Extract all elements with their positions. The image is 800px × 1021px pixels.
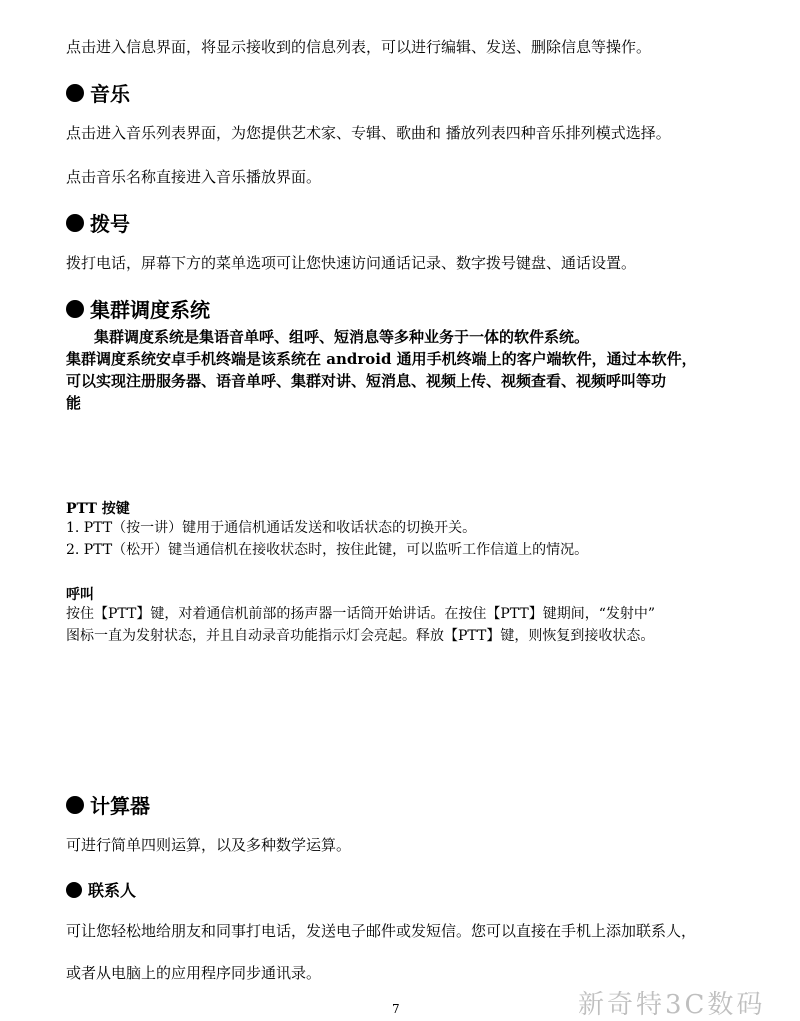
cluster-heading <box>66 294 210 323</box>
calculator-line-1: 可进行简单四则运算，以及多种数学运算。 <box>66 836 352 854</box>
call-title: 呼叫 <box>66 587 94 603</box>
bullet-icon <box>66 796 84 814</box>
music-title: 音乐 <box>90 82 130 106</box>
calculator-heading <box>66 790 150 819</box>
watermark: 新奇特3C数码 <box>578 990 766 1020</box>
cluster-title: 集群调度系统 <box>90 298 210 322</box>
ptt-line-2: 2. PTT（松开）键当通信机在接收状态时，按住此键，可以监听工作信道上的情况。 <box>66 542 589 558</box>
contacts-line-1: 可让您轻松地给朋友和同事打电话，发送电子邮件或发短信。您可以直接在手机上添加联系人， <box>66 922 697 940</box>
call-line-2: 图标一直为发射状态，并且自动录音功能指示灯会亮起。释放【PTT】键，则恢复到接收状态。 <box>66 628 655 644</box>
dial-title: 拨号 <box>90 212 130 236</box>
bullet-icon <box>66 84 84 102</box>
bullet-icon <box>66 214 84 232</box>
bullet-icon <box>66 300 84 318</box>
dial-heading <box>66 208 130 237</box>
cluster-line-4: 能 <box>66 394 82 412</box>
bullet-icon <box>66 882 82 898</box>
contacts-title: 联系人 <box>88 881 137 900</box>
contacts-line-2: 或者从电脑上的应用程序同步通讯录。 <box>66 964 322 982</box>
music-line-1: 点击进入音乐列表界面，为您提供艺术家、专辑、歌曲和 播放列表四种音乐排列模式选择。 <box>66 124 671 142</box>
intro-line: 点击进入信息界面，将显示接收到的信息列表，可以进行编辑、发送、删除信息等操作。 <box>66 38 652 56</box>
call-line-1: 按住【PTT】键，对着通信机前部的扬声器一话筒开始讲话。在按住【PTT】键期间，“发射中” <box>66 606 656 622</box>
cluster-line-2: 集群调度系统安卓手机终端是该系统在 android 通用手机终端上的客户端软件，通过本软件， <box>66 350 697 368</box>
dial-line-1: 拨打电话，屏幕下方的菜单选项可让您快速访问通话记录、数字拨号键盘、通话设置。 <box>66 254 637 272</box>
contacts-heading <box>66 878 136 901</box>
calculator-title: 计算器 <box>90 794 150 818</box>
page-number: 7 <box>392 1002 400 1016</box>
music-line-2: 点击音乐名称直接进入音乐播放界面。 <box>66 168 322 186</box>
cluster-line-1: 集群调度系统是集语音单呼、组呼、短消息等多种业务于一体的软件系统。 <box>94 328 590 346</box>
cluster-line-3: 可以实现注册服务器、语音单呼、集群对讲、短消息、视频上传、视频查看、视频呼叫等功 <box>66 372 667 390</box>
ptt-line-1: 1. PTT（按一讲）键用于通信机通话发送和收话状态的切换开关。 <box>66 520 477 536</box>
ptt-title: PTT 按键 <box>66 501 130 517</box>
music-heading <box>66 78 130 107</box>
